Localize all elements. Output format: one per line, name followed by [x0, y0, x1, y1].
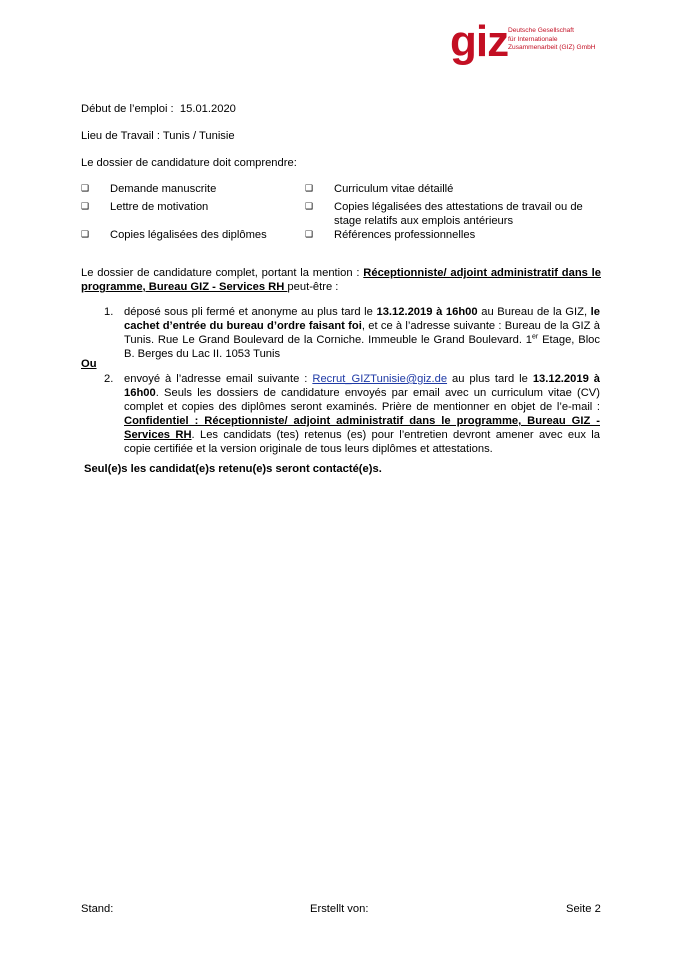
checkbox-bullet: ❑	[305, 201, 314, 211]
footer-stand: Stand:	[81, 903, 114, 915]
logo-line: für Internationale	[508, 35, 558, 43]
doc-item: Copies légalisées des attestations de travail ou de stage relatifs aux emplois antérieurs	[334, 201, 583, 227]
option-text: . Les candidats (tes) retenus (es) pour l’entretien devront amener avec eux la copie certifiée et la version originale de tous leurs diplômes et attestations.	[124, 429, 600, 455]
checkbox-bullet: ❑	[305, 229, 314, 239]
submission-option-1	[124, 305, 600, 361]
option-text: . Seuls les dossiers de candidature envoyés par email avec un curriculum vitae (CV) complet et copies des diplômes seront examinés. Prière de mentionner en objet de l’e-mail :	[124, 387, 600, 413]
doc-item: Références professionnelles	[334, 229, 476, 241]
superscript: er	[532, 333, 539, 341]
doc-item: Curriculum vitae détaillé	[334, 183, 454, 195]
start-date-value: 15.01.2020	[179, 103, 236, 115]
start-date-label: Début de l’emploi :	[81, 103, 174, 115]
list-number: 2.	[104, 373, 114, 385]
giz-logo	[450, 17, 620, 68]
option-text: au Bureau de la GIZ,	[477, 306, 591, 318]
location-label: Lieu de Travail :	[81, 130, 160, 142]
location-value: Tunis / Tunisie	[162, 130, 235, 142]
logo-line: Zusammenarbeit (GIZ) GmbH	[508, 44, 596, 52]
checkbox-bullet: ❑	[81, 201, 90, 211]
stamp-clause: le cachet d’entrée du bureau d’ordre faisant foi	[124, 306, 601, 332]
logo-word: giz	[450, 17, 509, 66]
email-subject: Confidentiel : Réceptionniste/ adjoint administratif dans le programme, Bureau GIZ - Services RH	[124, 415, 600, 441]
dossier-intro: Le dossier de candidature doit comprendre:	[81, 157, 297, 169]
option-text: envoyé à l’adresse email suivante :	[124, 373, 313, 385]
location-line	[81, 129, 235, 143]
option-text: déposé sous pli fermé et anonyme au plus tard le	[124, 306, 377, 318]
email-link[interactable]: Recrut_GIZTunisie@giz.de	[312, 373, 448, 385]
doc-item: Copies légalisées des diplômes	[110, 229, 267, 241]
option-text: Etage, Bloc B. Berges du Lac II. 1053 Tunis	[124, 334, 601, 360]
position-title: Réceptionniste/ adjoint administratif dans le programme, Bureau GIZ - Services RH	[81, 267, 601, 293]
checkbox-bullet: ❑	[81, 183, 90, 193]
page-number: Seite 2	[566, 903, 601, 915]
submission-option-2	[124, 372, 600, 456]
option-text: , et ce à l’adresse suivante : Bureau de la GIZ à Tunis. Rue Le Grand Boulevard de la Corniche. Immeuble le Grand Boulevard. 1	[124, 320, 600, 346]
logo-line: Deutsche Gesellschaft	[508, 27, 574, 34]
doc-item: Lettre de motivation	[110, 201, 209, 213]
logo-text	[508, 27, 596, 53]
list-number: 1.	[104, 306, 114, 318]
intro-text: peut-être :	[287, 281, 339, 293]
submission-intro	[81, 266, 601, 294]
doc-item: Demande manuscrite	[110, 183, 217, 195]
checkbox-bullet: ❑	[81, 229, 90, 239]
final-note: Seul(e)s les candidat(e)s retenu(e)s seront contacté(e)s.	[84, 463, 382, 475]
intro-text: Le dossier de candidature complet, portant la mention :	[81, 267, 364, 279]
start-date-line	[81, 102, 236, 116]
footer-erstellt: Erstellt von:	[310, 903, 369, 915]
deadline: 13.12.2019 à 16h00	[376, 306, 478, 318]
deadline: 13.12.2019 à 16h00	[124, 373, 600, 399]
option-text: au plus tard le	[447, 373, 533, 385]
or-label: Ou	[81, 358, 97, 370]
checkbox-bullet: ❑	[305, 183, 314, 193]
